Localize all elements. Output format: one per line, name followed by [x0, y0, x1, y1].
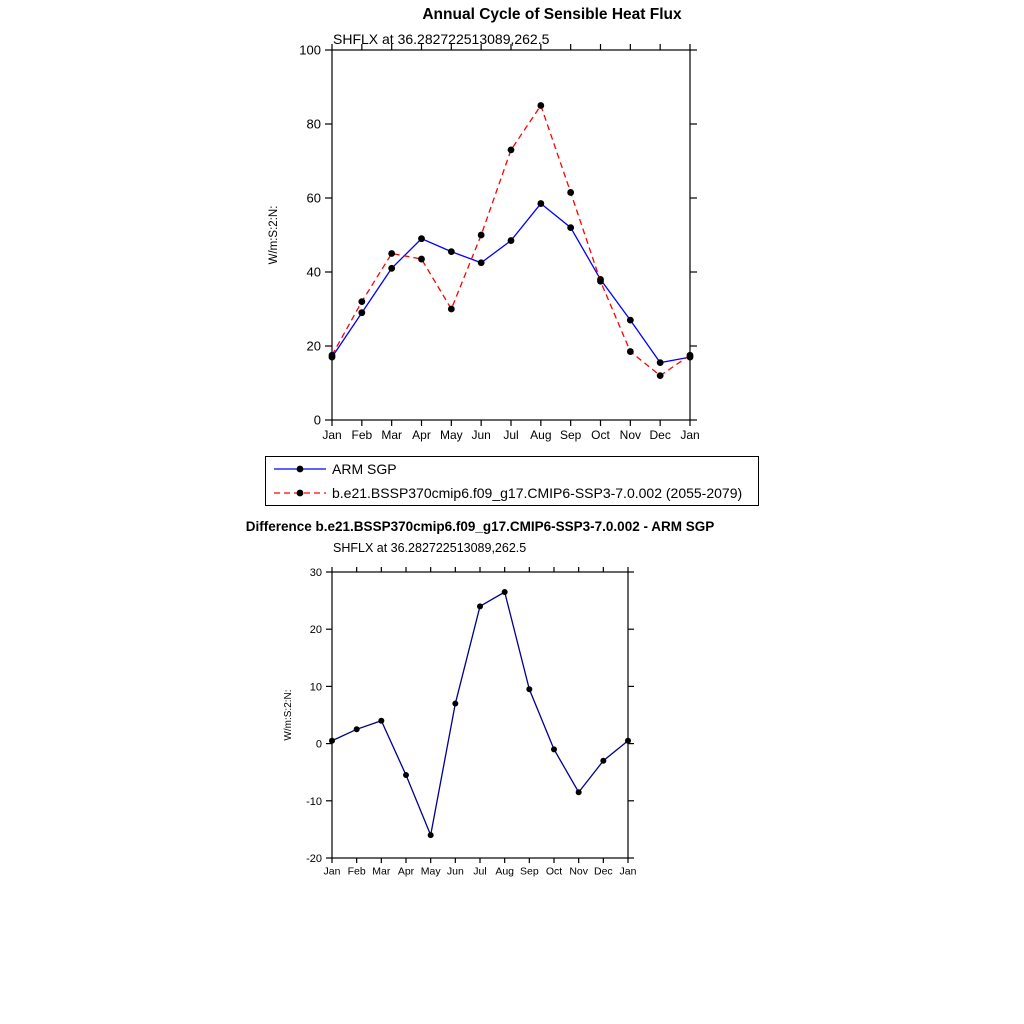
data-point-marker	[526, 686, 532, 692]
data-point-marker	[403, 772, 409, 778]
legend-sample-marker	[297, 490, 304, 497]
y-tick-label: 40	[306, 264, 321, 280]
plot-frame	[332, 50, 690, 420]
data-point-marker	[502, 589, 508, 595]
x-tick-label: Apr	[412, 428, 431, 442]
legend-item-model	[266, 481, 758, 505]
legend-label-arm-sgp: ARM SGP	[332, 461, 397, 477]
x-tick-label: Apr	[397, 865, 415, 878]
y-tick-label: 30	[309, 566, 322, 579]
data-point-marker	[625, 738, 631, 744]
legend-box	[265, 456, 759, 506]
series-line	[332, 592, 628, 835]
x-tick-label: Oct	[545, 865, 563, 878]
data-point-marker	[627, 348, 634, 355]
x-tick-label: Aug	[530, 428, 552, 442]
data-point-marker	[508, 147, 515, 154]
data-point-marker	[428, 832, 434, 838]
chart2-subtitle: SHFLX at 36.282722513089,262.5	[333, 541, 527, 555]
data-point-marker	[627, 317, 634, 324]
x-tick-label: Jan	[619, 865, 637, 878]
y-tick-label: 10	[309, 681, 322, 694]
data-point-marker	[418, 235, 425, 242]
x-tick-label: Aug	[495, 865, 515, 878]
x-tick-label: Nov	[569, 865, 589, 878]
chart2-plot	[240, 558, 680, 898]
data-point-marker	[448, 306, 455, 313]
x-tick-label: Mar	[372, 865, 391, 878]
x-tick-label: Mar	[381, 428, 403, 442]
y-tick-label: 0	[315, 738, 322, 751]
y-tick-label: 0	[313, 412, 321, 428]
y-tick-label: -10	[306, 795, 322, 808]
chart1-title: Annual Cycle of Sensible Heat Flux	[422, 6, 682, 23]
data-point-marker	[477, 603, 483, 609]
data-point-marker	[329, 352, 336, 359]
y-tick-label: 80	[306, 116, 321, 132]
x-tick-label: Feb	[347, 865, 366, 878]
data-point-marker	[358, 298, 365, 305]
data-point-marker	[657, 372, 664, 379]
x-tick-label: Sep	[559, 428, 582, 442]
data-point-marker	[537, 102, 544, 109]
x-tick-label: Nov	[619, 428, 642, 442]
x-tick-label: Jun	[446, 865, 464, 878]
data-point-marker	[687, 352, 694, 359]
data-point-marker	[576, 789, 582, 795]
series-line	[332, 204, 690, 363]
x-tick-label: Jan	[322, 428, 342, 442]
y-axis-label: W/m:S:2:N:	[268, 205, 280, 265]
legend-item-arm-sgp	[266, 457, 758, 481]
data-point-marker	[388, 265, 395, 272]
x-tick-label: Feb	[351, 428, 373, 442]
x-tick-label: Jan	[323, 865, 341, 878]
y-tick-label: 60	[306, 190, 321, 206]
x-tick-label: Oct	[591, 428, 610, 442]
data-point-marker	[508, 237, 515, 244]
x-tick-label: Dec	[593, 865, 613, 878]
data-point-marker	[418, 256, 425, 263]
legend-label-model: b.e21.BSSP370cmip6.f09_g17.CMIP6-SSP3-7.0.002 (2055-2079)	[332, 485, 743, 501]
legend-sample-marker	[297, 466, 304, 473]
data-point-marker	[448, 248, 455, 255]
y-tick-label: 100	[299, 42, 321, 58]
x-tick-label: May	[439, 428, 463, 442]
chart1-subtitle: SHFLX at 36.282722513089,262.5	[333, 31, 550, 47]
y-tick-label: 20	[306, 338, 321, 354]
data-point-marker	[358, 309, 365, 316]
data-point-marker	[452, 701, 458, 707]
x-tick-label: Dec	[649, 428, 671, 442]
x-tick-label: Jan	[680, 428, 700, 442]
y-axis-label: W/m:S:2:N:	[283, 689, 294, 741]
x-tick-label: Jul	[473, 865, 487, 878]
plot-frame	[332, 572, 628, 858]
data-point-marker	[388, 250, 395, 257]
data-point-marker	[600, 758, 606, 764]
data-point-marker	[537, 200, 544, 207]
data-point-marker	[378, 718, 384, 724]
data-point-marker	[329, 738, 335, 744]
x-tick-label: Sep	[519, 865, 539, 878]
y-tick-label: -20	[306, 852, 322, 865]
data-point-marker	[597, 278, 604, 285]
x-tick-label: Jun	[471, 428, 491, 442]
data-point-marker	[551, 746, 557, 752]
data-point-marker	[354, 726, 360, 732]
data-point-marker	[478, 232, 485, 239]
chart1-plot	[240, 30, 720, 470]
chart2-title: Difference b.e21.BSSP370cmip6.f09_g17.CMIP6-SSP3-7.0.002 - ARM SGP	[245, 519, 715, 534]
data-point-marker	[567, 224, 574, 231]
data-point-marker	[567, 189, 574, 196]
x-tick-label: May	[420, 865, 441, 878]
legend-solid-line-icon	[271, 461, 329, 477]
x-tick-label: Jul	[503, 428, 519, 442]
legend-dashed-line-icon	[271, 485, 329, 501]
y-tick-label: 20	[309, 624, 322, 637]
data-point-marker	[478, 259, 485, 266]
data-point-marker	[657, 359, 664, 366]
